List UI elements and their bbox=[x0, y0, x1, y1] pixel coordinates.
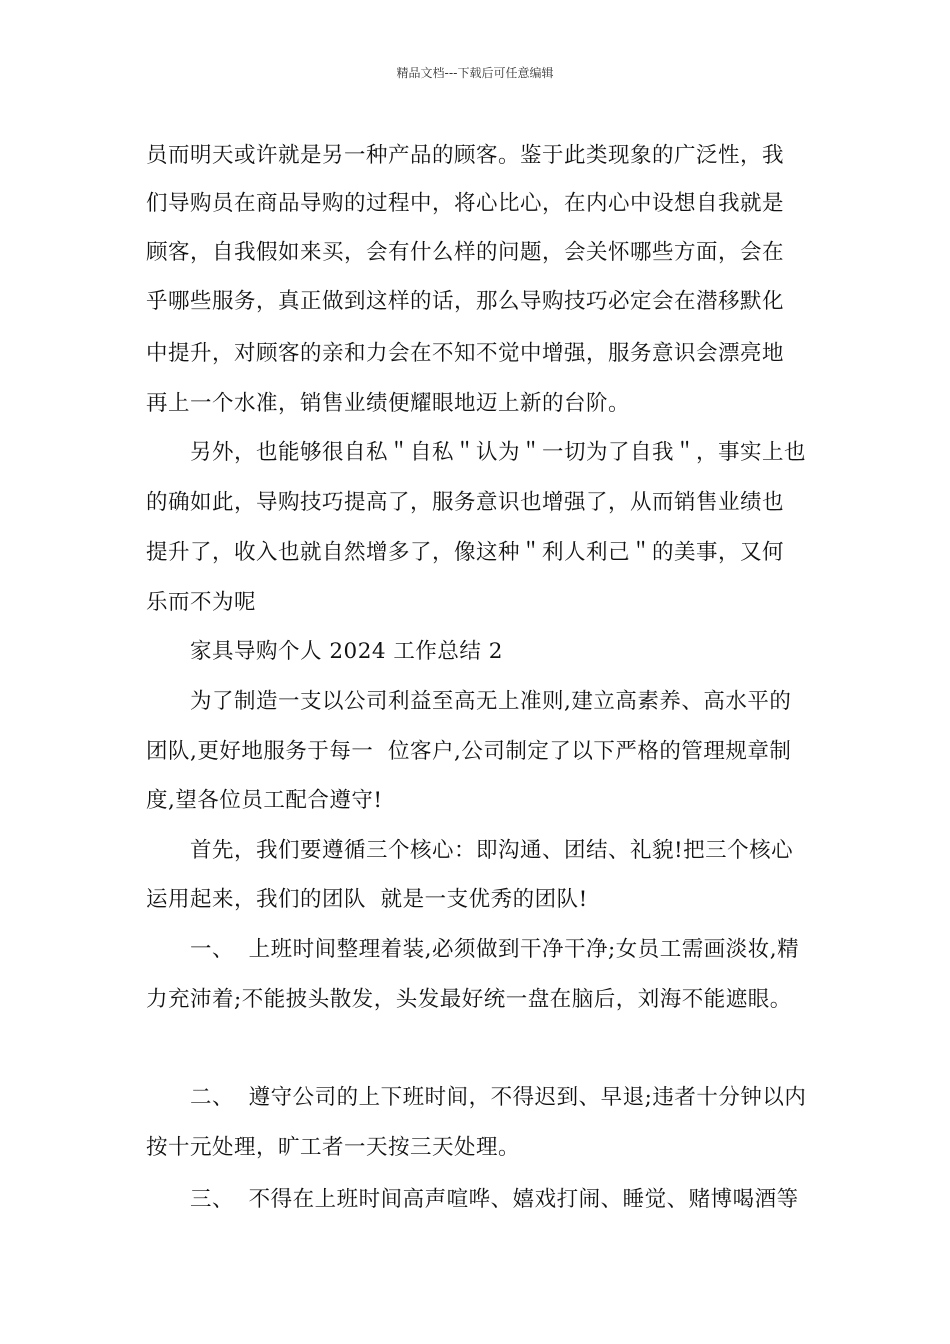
text-line: 乎哪些服务，真正做到这样的话，那么导购技巧必定会在潜移默化 bbox=[146, 289, 785, 314]
section-title: 家具导购个人 2024 工作总结 2 bbox=[146, 639, 503, 664]
text-line: 提升了，收入也就自然增多了，像这种＂利人利己＂的美事，又何 bbox=[146, 540, 785, 565]
text-line: 按十元处理，旷工者一天按三天处理。 bbox=[146, 1135, 521, 1160]
text-line: 首先，我们要遵循三个核心：即沟通、团结、礼貌!把三个核心 bbox=[146, 838, 794, 863]
page-header: 精品文档---下载后可任意编辑 bbox=[396, 66, 554, 80]
text-line: 为了制造一支以公司利益至高无上准则,建立高素养、高水平的 bbox=[146, 689, 792, 714]
text-line: 再上一个水准，销售业绩便耀眼地迈上新的台阶。 bbox=[146, 391, 631, 416]
text-line: 一、 上班时间整理着装,必须做到干净干净;女员工需画淡妆,精 bbox=[146, 937, 800, 962]
text-line: 度,望各位员工配合遵守! bbox=[146, 788, 383, 813]
text-line: 团队,更好地服务于每一 位客户,公司制定了以下严格的管理规章制 bbox=[146, 739, 792, 764]
text-line: 顾客，自我假如来买，会有什么样的问题，会关怀哪些方面，会在 bbox=[146, 240, 785, 265]
text-line: 运用起来，我们的团队 就是一支优秀的团队! bbox=[146, 887, 588, 912]
text-line: 力充沛着;不能披头散发，头发最好统一盘在脑后，刘海不能遮眼。 bbox=[146, 987, 792, 1012]
text-line: 另外，也能够很自私＂自私＂认为＂一切为了自我＂，事实上也 bbox=[146, 440, 807, 465]
text-line: 二、 遵守公司的上下班时间，不得迟到、早退;违者十分钟以内 bbox=[146, 1085, 807, 1110]
text-line: 中提升，对顾客的亲和力会在不知不觉中增强，服务意识会漂亮地 bbox=[146, 341, 785, 366]
text-line: 员而明天或许就是另一种产品的顾客。鉴于此类现象的广泛性，我 bbox=[146, 143, 785, 168]
text-line: 三、 不得在上班时间高声喧哗、嬉戏打闹、睡觉、赌博喝酒等 bbox=[146, 1187, 799, 1212]
text-line: 的确如此，导购技巧提高了，服务意识也增强了，从而销售业绩也 bbox=[146, 490, 785, 515]
text-line: 们导购员在商品导购的过程中，将心比心，在内心中设想自我就是 bbox=[146, 191, 785, 216]
text-line: 乐而不为呢 bbox=[146, 590, 257, 615]
